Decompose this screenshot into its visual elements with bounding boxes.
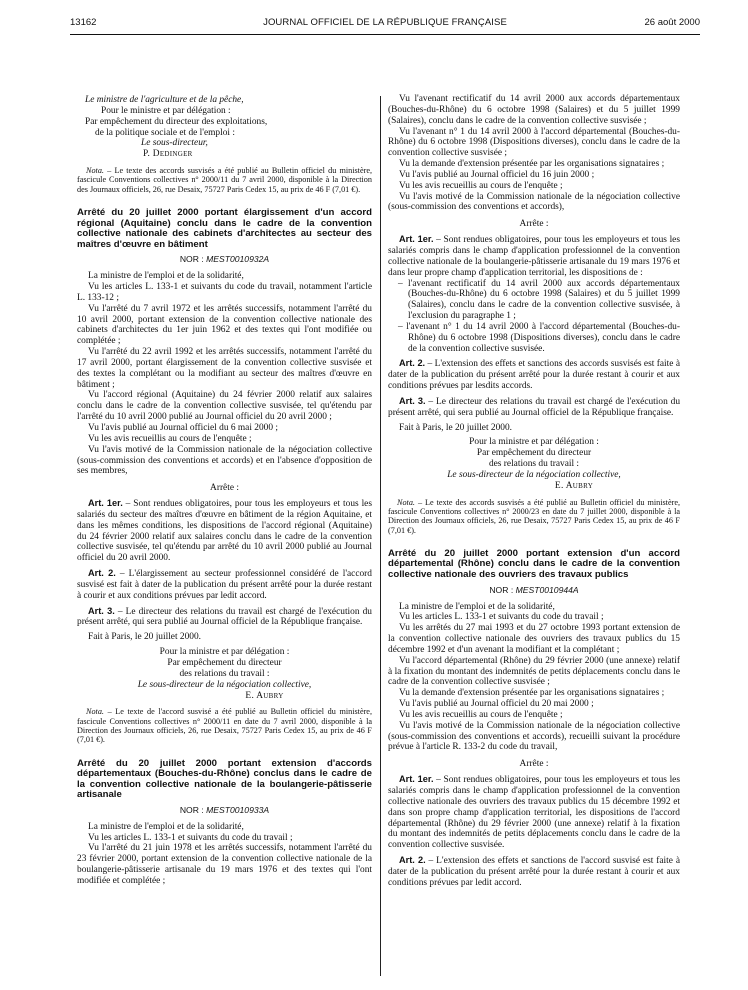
arrete-heading: Arrête : xyxy=(519,759,549,770)
nor-reference: NOR : MEST0010944A xyxy=(489,584,579,595)
paragraph: La ministre de l'emploi et de la solidarité, xyxy=(399,601,555,612)
article-1: Art. 1er. – Sont rendues obligatoires, pour tous les employeurs et tous les salariés compris dans le champ d'application professionnel de la convention collective nationale de la boulangerie-pâtisserie artisanale du 19 mars 1976 et dans leur propre champ d'application territorial, les dispositions de : xyxy=(388,234,680,278)
sig-line: Pour la ministre et par délégation : xyxy=(159,647,290,658)
arrete-heading: Arrête : xyxy=(210,483,239,494)
paragraph: Vu les avis recueillis au cours de l'enquête ; xyxy=(399,180,563,191)
sig-line: des relations du travail : xyxy=(179,668,270,679)
arrete-heading: Arrête : xyxy=(519,219,549,230)
paragraph: Vu l'avis publié au Journal officiel du 16 juin 2000 ; xyxy=(399,169,595,180)
article-3: Art. 3. – Le directeur des relations du travail est chargé de l'exécution du présent arrêté, qui sera publié au Journal officiel de la République française. xyxy=(77,605,372,628)
list-item: – l'avenant rectificatif du 14 avril 2000 aux accords départementaux (Bouches-du-Rhône) du 6 octobre 1998 (Salaires) et du 5 juillet 1999 (Salaires), conclu dans le cadre de la convention collective susvisée, à l'exclusion du paragraphe 1 ; xyxy=(398,278,680,322)
paragraph: Vu la demande d'extension présentée par les organisations signataires ; xyxy=(399,159,665,170)
article-1: Art. 1er. – Sont rendues obligatoires, pour tous les employeurs et tous les salariés compris dans le champ d'application professionnel de la convention collective nationale des ouvriers des travaux publics du 15 décembre 1992 et dans son propre champ d'application territorial, les dispositions de l'accord départemental (Rhône) du 29 février 2000 (une annexe) relatif à la fixation du montant des indemnités de petits déplacements conclu dans le cadre de la convention collective susvisée. xyxy=(388,774,680,851)
paragraph: Vu les arrêtés du 27 mai 1993 et du 27 octobre 1993 portant extension de la convention collective nationale des ouvriers des travaux publics du 15 décembre 1992 et d'un avenant la modifiant et la complétant ; xyxy=(388,623,680,655)
paragraph: Vu l'arrêté du 21 juin 1978 et les arrêtés successifs, notamment l'arrêté du 23 février 2000, portant extension de la convention collective nationale de la boulangerie-pâtisserie artisanale du 19 mars 1976 et des textes qui l'ont modifiée et complétée ; xyxy=(77,843,372,887)
header-rule xyxy=(70,34,700,35)
sig-line: Le sous-directeur, xyxy=(141,138,208,149)
list-item: – l'avenant n° 1 du 14 avril 2000 à l'accord départemental (Bouches-du-Rhône) du 6 octobre 1998 (Dispositions diverses), conclu dans le cadre de la convention collective susvisée. xyxy=(398,321,680,354)
decree-title: Arrêté du 20 juillet 2000 portant élargissement d'un accord régional (Aquitaine) conclu dans le cadre de la convention collective nationale des cabinets d'architectes au secteur des maîtres d'œuvre en bâtiment xyxy=(77,206,372,250)
sig-line: Le ministre de l'agriculture et de la pêche, xyxy=(85,95,244,105)
paragraph: Vu l'avenant n° 1 du 14 avril 2000 à l'accord départemental (Bouches-du-Rhône) du 6 octobre 1998 (Dispositions diverses), conclu dans le cadre de la convention collective susvisée ; xyxy=(388,126,680,159)
sig-line: Pour la ministre et par délégation : xyxy=(469,437,599,448)
paragraph: Vu l'avis motivé de la Commission nationale de la négociation collective (sous-commission des conventions et accords), xyxy=(388,191,680,213)
paragraph: Vu l'avis publié au Journal officiel du 6 mai 2000 ; xyxy=(88,422,278,433)
article-1: Art. 1er. – Sont rendues obligatoires, pour tous les employeurs et tous les salariés du secteur des maîtres d'œuvre en bâtiment de la région Aquitaine, et dans les mêmes conditions, les dispositions de l'accord régional (Aquitaine) du 24 février 2000 relatif aux salaires conclu dans le cadre de la convention collective susvisée, tel qu'étendu par arrêté du 10 avril 2000 publié au Journal officiel du 20 avril 2000. xyxy=(77,498,372,564)
nota-note: Nota. – Le texte des accords susvisés a été publié au Bulletin officiel du ministère, fascicule Conventions collectives n° 2000/23 en date du 7 juillet 2000, disponible à la Direction des Journaux officiels, 26, rue Desaix, 75727 Paris Cedex 15, au prix de 46 F (7,01 €). xyxy=(388,497,680,535)
paragraph: Vu l'accord départemental (Rhône) du 29 février 2000 (une annexe) relatif à la fixation du montant des indemnités de petits déplacements conclu dans le cadre de la convention collective susvisée ; xyxy=(388,655,680,688)
signature-block xyxy=(388,437,680,491)
page-header xyxy=(70,17,700,31)
article-3: Art. 3. – Le directeur des relations du travail est chargé de l'exécution du présent arrêté, qui sera publié au Journal officiel de la République française. xyxy=(388,395,681,418)
right-column xyxy=(388,94,680,889)
article-2: Art. 2. – L'extension des effets et sanctions des accords susvisés est faite à dater de la publication du présent arrêté pour la durée restant à courir et aux conditions prévues par lesdits accords. xyxy=(388,358,680,392)
page-number: 13162 xyxy=(70,17,97,28)
signatory-name: P. Dedinger xyxy=(143,149,193,160)
paragraph: Vu les articles L. 133-1 et suivants du code du travail ; xyxy=(399,612,604,623)
signatory-name: E. Aubry xyxy=(554,480,594,491)
paragraph: Vu l'avenant rectificatif du 14 avril 2000 aux accords départementaux (Bouches-du-Rhône) du 6 octobre 1998 (Salaires) et du 5 juillet 1999 (Salaires), conclu dans le cadre de la convention collective susvisée ; xyxy=(388,94,680,126)
paragraph: Vu les avis recueillis au cours de l'enquête ; xyxy=(399,709,563,720)
paragraph: Vu l'accord régional (Aquitaine) du 24 février 2000 relatif aux salaires conclu dans le cadre de la convention collective susvisée, tel qu'étendu par l'arrêté du 10 avril 2000 publié au Journal officiel du 20 avril 2000 ; xyxy=(77,390,372,423)
paragraph: Vu l'arrêté du 7 avril 1972 et les arrêtés successifs, notamment l'arrêté du 10 avril 2000, portant extension de la convention collective nationale des cabinets d'architectes du 1er juin 1962 et des textes qui l'ont modifiée ou complétée ; xyxy=(77,303,372,347)
signatory-name: E. Aubry xyxy=(245,690,284,701)
paragraph: Vu l'avis publié au Journal officiel du 20 mai 2000 ; xyxy=(399,699,594,710)
nota-note: Nota. – Le texte de l'accord susvisé a été publié au Bulletin officiel du ministère, fascicule Conventions collectives n° 2000/11 en date du 7 avril 2000, disponible à la Direction des Journaux officiels, 26, rue Desaix, 75727 Paris Cedex 15, au prix de 46 F (7,01 €). xyxy=(77,707,372,745)
article-2: Art. 2. – L'élargissement au secteur professionnel considéré de l'accord susvisé est fait à dater de la publication du présent arrêté pour la durée restant à courir et aux conditions prévues par ledit accord. xyxy=(77,568,372,601)
signature-block xyxy=(77,647,372,701)
paragraph: Vu l'arrêté du 22 avril 1992 et les arrêtés successifs, notamment l'arrêté du 17 avril 2000, portant élargissement de la convention collective susvisée et des textes la complétant ou la modifiant au secteur des maîtres d'œuvre en bâtiment ; xyxy=(77,347,372,390)
paragraph: Vu les avis recueillis au cours de l'enquête ; xyxy=(88,433,252,444)
sig-line: Par empêchement du directeur des exploitations, xyxy=(85,116,268,127)
sig-line: Par empêchement du directeur xyxy=(476,448,592,459)
sig-line: des relations du travail : xyxy=(488,459,580,470)
paragraph: Vu l'avis motivé de la Commission nationale de la négociation collective (sous-commission des conventions et accords), recueilli suivant la procédure prévue à l'article R. 133-2 du code du travail, xyxy=(388,720,680,753)
paragraph: La ministre de l'emploi et de la solidarité, xyxy=(88,821,244,832)
nota-note: Nota. – Le texte des accords susvisés a été publié au Bulletin officiel du ministère, fascicule Conventions collectives n° 2000/11 du 7 avril 2000, disponible à la Direction des Journaux officiels, 26, rue Desaix, 75727 Paris Cedex 15, au prix de 46 F (7,01 €). xyxy=(77,166,372,194)
paragraph: Vu l'avis motivé de la Commission nationale de la négociation collective (sous-commission des conventions et accords) et en l'absence d'opposition de ses membres, xyxy=(77,444,372,477)
decree-title: Arrêté du 20 juillet 2000 portant extension d'un accord départemental (Rhône) conclu dans le cadre de la convention collective nationale des ouvriers des travaux publics xyxy=(388,547,680,581)
nor-reference: NOR : MEST0010933A xyxy=(179,804,270,815)
sig-line: Le sous-directeur de la négociation collective, xyxy=(137,679,312,690)
fait-a-paris: Fait à Paris, le 20 juillet 2000. xyxy=(88,632,202,643)
paragraph: La ministre de l'emploi et de la solidarité, xyxy=(88,271,244,282)
signature-block-top xyxy=(77,95,372,160)
sig-line: de la politique sociale et de l'emploi : xyxy=(95,127,235,138)
journal-title: JOURNAL OFFICIEL DE LA RÉPUBLIQUE FRANÇAISE xyxy=(263,17,507,28)
decree-title: Arrêté du 20 juillet 2000 portant extension d'accords départementaux (Bouches-du-Rhône) conclus dans le cadre de la convention collective nationale de la boulangerie-pâtisserie artisanale xyxy=(77,757,372,801)
article-2: Art. 2. – L'extension des effets et sanctions de l'accord susvisé est faite à dater de la publication du présent arrêté pour la durée restant à courir et aux conditions prévues par ledit accord. xyxy=(388,855,680,888)
paragraph: Vu la demande d'extension présentée par les organisations signataires ; xyxy=(399,688,665,699)
sig-line: Par empêchement du directeur xyxy=(167,658,282,669)
nor-reference: NOR : MEST0010932A xyxy=(179,254,270,265)
sig-line: Pour le ministre et par délégation : xyxy=(101,105,231,116)
fait-a-paris: Fait à Paris, le 20 juillet 2000. xyxy=(399,422,513,433)
issue-date: 26 août 2000 xyxy=(644,17,700,28)
paragraph: Vu les articles L. 133-1 et suivants du code du travail, notamment l'article L. 133-12 ; xyxy=(77,282,372,303)
left-column xyxy=(77,95,372,887)
column-divider xyxy=(380,96,381,976)
paragraph: Vu les articles L. 133-1 et suivants du code du travail ; xyxy=(88,832,293,843)
sig-line: Le sous-directeur de la négociation collective, xyxy=(447,470,621,480)
